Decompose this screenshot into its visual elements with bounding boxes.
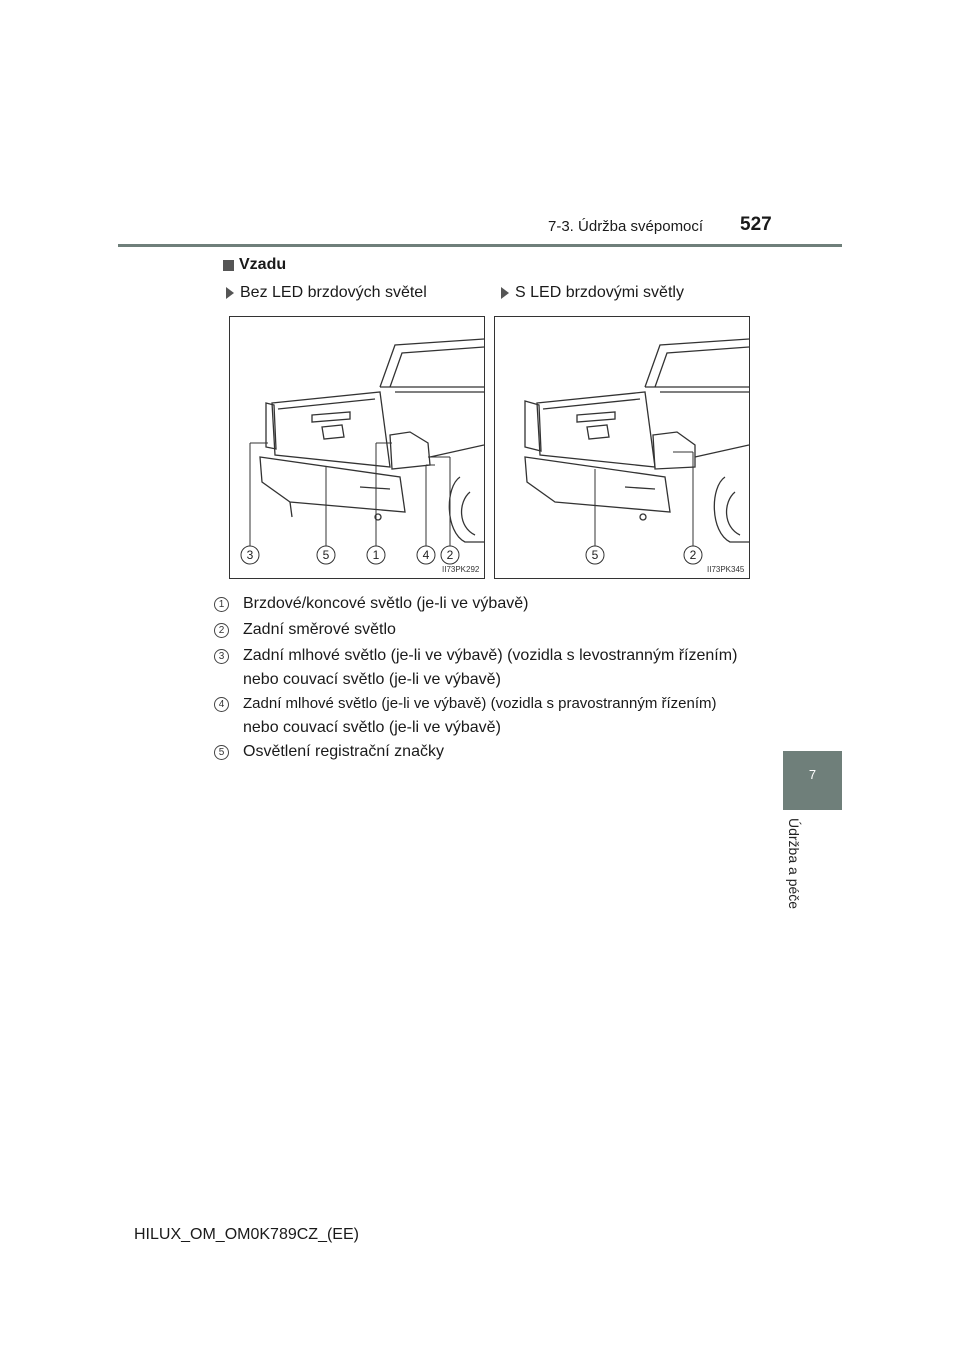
item-number: 3 (214, 649, 229, 664)
item-text: Zadní mlhové světlo (je-li ve výbavě) (vozidla s levostranným řízením) (243, 647, 738, 664)
figure-title-text: Bez LED brzdových světel (240, 284, 427, 301)
item-text: Zadní směrové světlo (243, 621, 396, 638)
callout-number: 4 (422, 548, 430, 562)
figure-title-left (226, 284, 427, 302)
callout-number: 5 (322, 548, 330, 562)
callout-number: 5 (591, 548, 599, 562)
legend-item-1 (214, 592, 528, 616)
triangle-bullet-icon (226, 287, 234, 299)
item-number: 4 (214, 697, 229, 712)
document-footer: HILUX_OM_OM0K789CZ_(EE) (134, 1226, 359, 1243)
item-text: Osvětlení registrační značky (243, 743, 444, 760)
section-title: 7-3. Údržba svépomocí (548, 218, 704, 235)
figure-rear-led (494, 316, 750, 579)
callout-number: 2 (446, 548, 454, 562)
truck-rear-illustration (495, 317, 749, 578)
heading-text: Vzadu (239, 256, 287, 273)
triangle-bullet-icon (501, 287, 509, 299)
truck-rear-illustration (230, 317, 484, 578)
figure-code: II73PK292 (442, 565, 480, 574)
item-number: 1 (214, 597, 229, 612)
square-bullet-icon (223, 260, 234, 271)
item-text: Zadní mlhové světlo (je-li ve výbavě) (vozidla s pravostranným řízením) (243, 695, 717, 712)
legend-item-5 (214, 740, 444, 764)
item-number: 2 (214, 623, 229, 638)
legend-item-3 (214, 644, 737, 692)
figure-rear-no-led (229, 316, 485, 579)
chapter-label: Údržba a péče (786, 818, 802, 910)
figure-title-text: S LED brzdovými světly (515, 284, 684, 301)
section-heading (223, 256, 286, 274)
legend-item-2 (214, 618, 396, 642)
legend-item-4 (214, 692, 717, 740)
chapter-tab (783, 751, 842, 810)
page-number: 527 (740, 214, 772, 235)
item-text: Brzdové/koncové světlo (je-li ve výbavě) (243, 595, 529, 612)
item-text: nebo couvací světlo (je-li ve výbavě) (243, 719, 501, 736)
item-text: nebo couvací světlo (je-li ve výbavě) (243, 671, 501, 688)
chapter-number: 7 (808, 767, 817, 782)
callout-number: 1 (372, 548, 380, 562)
header-rule (118, 244, 842, 247)
callout-number: 3 (246, 548, 254, 562)
item-number: 5 (214, 745, 229, 760)
figure-title-right (501, 284, 684, 302)
figure-code: II73PK345 (707, 565, 745, 574)
callout-number: 2 (689, 548, 697, 562)
